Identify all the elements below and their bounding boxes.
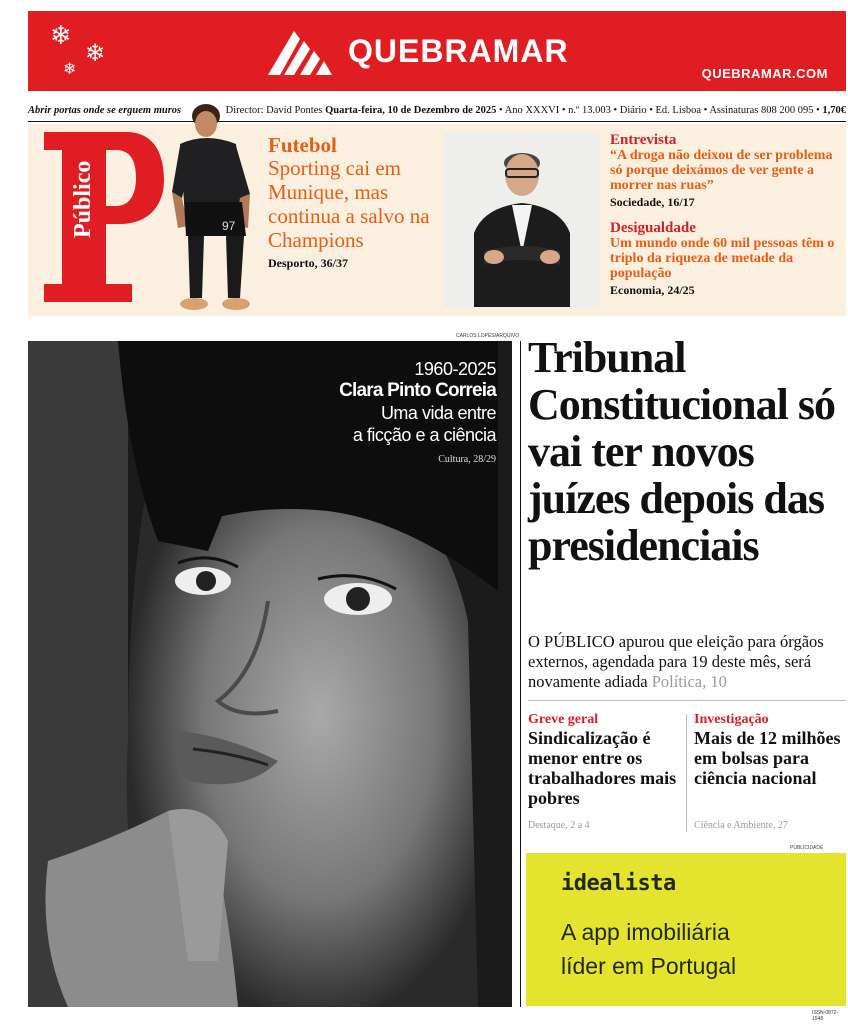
futebol-headline[interactable]: Sporting cai em Munique, mas continua a salvo na Champions <box>268 156 430 252</box>
main-headline[interactable]: Tribunal Constitucional só vai ter novos juízes depois das presidenciais <box>528 333 835 570</box>
quebramar-logo <box>264 25 569 77</box>
sub-story-kicker: Greve geral <box>528 712 599 727</box>
snowflake-icon: ❄ <box>85 39 106 67</box>
desigualdade-kicker: Desigualdade <box>610 220 696 236</box>
ad-label: PUBLICIDADE <box>790 845 824 851</box>
cover-photo[interactable] <box>28 341 512 1007</box>
obituary-subtitle-1: Uma vida entre <box>380 403 496 423</box>
snowflake-icon: ❄ <box>50 21 72 51</box>
featured-desigualdade[interactable] <box>610 220 842 298</box>
featured-right-column <box>610 132 842 298</box>
banner-brand: QUEBRAMAR <box>348 32 569 69</box>
sub-story-title[interactable]: Sindicalização é menor entre os trabalhadores mais pobres <box>528 728 677 808</box>
desigualdade-ref: Economia, 24/25 <box>610 283 695 297</box>
photo-credit: CARLOS LOPES/ARQUIVO <box>456 333 520 339</box>
snowflake-icon: ❄ <box>63 59 77 78</box>
issue-date: Quarta-feira, 10 de Dezembro de 2025 <box>325 105 497 116</box>
logo-word: Público <box>70 160 96 238</box>
player-number: 97 <box>222 219 236 233</box>
entrevista-kicker: Entrevista <box>610 132 677 148</box>
section-divider <box>528 700 846 701</box>
front-page-header <box>28 124 846 316</box>
wave-logo-icon <box>264 25 336 77</box>
issue-details: • Ano XXXVI • n.º 13.003 • Diário • Ed. Lisboa • Assinaturas 808 200 095 • <box>499 105 820 116</box>
sub-story-greve[interactable] <box>528 712 684 831</box>
football-player-photo <box>166 102 266 314</box>
director: Director: David Pontes <box>225 105 323 116</box>
obituary-caption[interactable] <box>339 359 496 465</box>
interviewee-portrait <box>444 133 600 307</box>
main-dek-text: O PÚBLICO apurou que eleição para órgãos externos, agendada para 19 deste mês, será novamente adiada <box>528 632 824 691</box>
banner-url[interactable]: QUEBRAMAR.COM <box>701 66 828 81</box>
sub-story-divider <box>686 714 687 832</box>
sub-story-ref: Destaque, 2 a 4 <box>528 820 590 831</box>
publico-logo <box>36 120 166 310</box>
desigualdade-text[interactable]: Um mundo onde 60 mil pessoas têm o triplo da riqueza de metade da população <box>610 236 835 281</box>
entrevista-quote[interactable]: “A droga não deixou de ser problema só porque deixámos de ver gente a morrer nas ruas” <box>610 148 833 193</box>
issue-meta <box>226 105 846 116</box>
entrevista-ref: Sociedade, 16/17 <box>610 195 695 209</box>
obituary-years: 1960-2025 <box>414 359 496 379</box>
column-divider <box>520 341 521 1007</box>
ad-brand: idealista <box>561 871 676 896</box>
main-dek <box>528 632 846 692</box>
obituary-ref: Cultura, 28/29 <box>438 454 496 465</box>
issn: ISSN-0872-1548 <box>812 1010 839 1022</box>
masthead-info-line <box>28 100 846 122</box>
sub-story-ref: Ciência e Ambiente, 27 <box>694 820 788 831</box>
ad-slogan <box>561 915 736 983</box>
futebol-kicker: Futebol <box>268 133 337 157</box>
ad-slogan-line-1: A app imobiliária <box>561 919 730 945</box>
sub-story-investigacao[interactable] <box>694 712 848 831</box>
featured-futebol[interactable] <box>268 134 448 271</box>
quebramar-banner-ad[interactable] <box>28 11 846 91</box>
interviewee-photo <box>444 133 600 307</box>
main-ref: Política, 10 <box>651 672 727 691</box>
ad-slogan-line-2: líder em Portugal <box>561 953 737 979</box>
featured-entrevista[interactable] <box>610 132 842 210</box>
idealista-ad[interactable] <box>526 853 846 1006</box>
obituary-name[interactable]: Clara Pinto Correia <box>339 380 496 401</box>
sub-story-kicker: Investigação <box>694 712 769 727</box>
price: 1,70€ <box>822 105 846 116</box>
sub-story-title[interactable]: Mais de 12 milhões em bolsas para ciência nacional <box>694 728 841 788</box>
obituary-subtitle-2: a ficção e a ciência <box>352 425 496 445</box>
futebol-ref: Desporto, 36/37 <box>268 256 348 270</box>
tagline: Abrir portas onde se erguem muros <box>28 105 182 116</box>
